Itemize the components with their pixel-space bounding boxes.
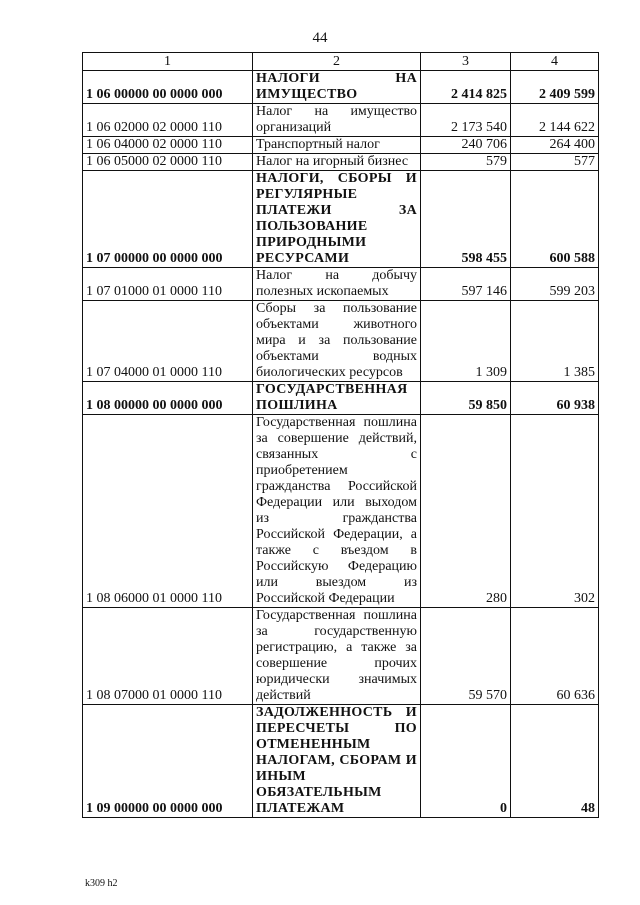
row-value-col4: 2 144 622: [511, 104, 599, 137]
column-header-3: 3: [421, 53, 511, 71]
row-value-col3: 240 706: [421, 137, 511, 154]
footer-document-code: k309 h2: [85, 878, 118, 889]
page-number: 44: [312, 30, 328, 46]
row-value-col3: 0: [421, 705, 511, 818]
row-name: Налог на добычу полезных ископаемых: [253, 268, 421, 301]
row-code: 1 06 05000 02 0000 110: [83, 154, 253, 171]
table-row: [83, 268, 599, 301]
row-value-col3: 2 173 540: [421, 104, 511, 137]
row-code: 1 06 02000 02 0000 110: [83, 104, 253, 137]
table-row: [83, 137, 599, 154]
row-value-col3: 59 850: [421, 382, 511, 415]
row-value-col4: 60 938: [511, 382, 599, 415]
row-name: ЗАДОЛЖЕННОСТЬ И ПЕРЕСЧЕТЫ ПО ОТМЕНЕННЫМ НАЛОГАМ, СБОРАМ И ИНЫМ ОБЯЗАТЕЛЬНЫМ ПЛАТЕЖАМ: [253, 705, 421, 818]
header-row: [83, 53, 599, 71]
row-name: Налог на игорный бизнес: [253, 154, 421, 171]
row-value-col4: 600 588: [511, 171, 599, 268]
table-row: [83, 705, 599, 818]
row-code: 1 06 00000 00 0000 000: [83, 71, 253, 104]
row-value-col3: 2 414 825: [421, 71, 511, 104]
row-code: 1 09 00000 00 0000 000: [83, 705, 253, 818]
row-name: Государственная пошлина за совершение действий, связанных с приобретением гражданства Российской Федерации или выходом из гражданства Российской Федерации, а также с въездом в Российскую Федерацию или выездом из Российской Федерации: [253, 415, 421, 608]
row-value-col4: 2 409 599: [511, 71, 599, 104]
row-value-col3: 598 455: [421, 171, 511, 268]
row-value-col3: 597 146: [421, 268, 511, 301]
row-name: Транспортный налог: [253, 137, 421, 154]
table-row: [83, 415, 599, 608]
row-value-col4: 599 203: [511, 268, 599, 301]
row-name: Государственная пошлина за государственную регистрацию, а также за совершение прочих юридически значимых действий: [253, 608, 421, 705]
row-code: 1 07 04000 01 0000 110: [83, 301, 253, 382]
table-row: [83, 301, 599, 382]
row-code: 1 07 01000 01 0000 110: [83, 268, 253, 301]
row-value-col3: 1 309: [421, 301, 511, 382]
row-value-col3: 59 570: [421, 608, 511, 705]
row-name: НАЛОГИ, СБОРЫ И РЕГУЛЯРНЫЕ ПЛАТЕЖИ ЗА ПОЛЬЗОВАНИЕ ПРИРОДНЫМИ РЕСУРСАМИ: [253, 171, 421, 268]
row-code: 1 08 00000 00 0000 000: [83, 382, 253, 415]
column-header-4: 4: [511, 53, 599, 71]
column-header-1: 1: [83, 53, 253, 71]
row-value-col3: 579: [421, 154, 511, 171]
table-row: [83, 154, 599, 171]
row-value-col4: 60 636: [511, 608, 599, 705]
table-row: [83, 171, 599, 268]
row-code: 1 08 07000 01 0000 110: [83, 608, 253, 705]
row-value-col4: 577: [511, 154, 599, 171]
row-name: Налог на имущество организаций: [253, 104, 421, 137]
table-row: [83, 382, 599, 415]
row-name: НАЛОГИ НА ИМУЩЕСТВО: [253, 71, 421, 104]
budget-table: [82, 52, 599, 818]
column-header-2: 2: [253, 53, 421, 71]
row-code: 1 07 00000 00 0000 000: [83, 171, 253, 268]
table-row: [83, 71, 599, 104]
row-value-col3: 280: [421, 415, 511, 608]
row-code: 1 06 04000 02 0000 110: [83, 137, 253, 154]
table-body: [83, 71, 599, 818]
table-row: [83, 104, 599, 137]
row-name: ГОСУДАРСТВЕННАЯ ПОШЛИНА: [253, 382, 421, 415]
row-value-col4: 302: [511, 415, 599, 608]
row-value-col4: 264 400: [511, 137, 599, 154]
table-row: [83, 608, 599, 705]
row-code: 1 08 06000 01 0000 110: [83, 415, 253, 608]
row-value-col4: 1 385: [511, 301, 599, 382]
row-value-col4: 48: [511, 705, 599, 818]
row-name: Сборы за пользование объектами животного мира и за пользование объектами водных биологических ресурсов: [253, 301, 421, 382]
